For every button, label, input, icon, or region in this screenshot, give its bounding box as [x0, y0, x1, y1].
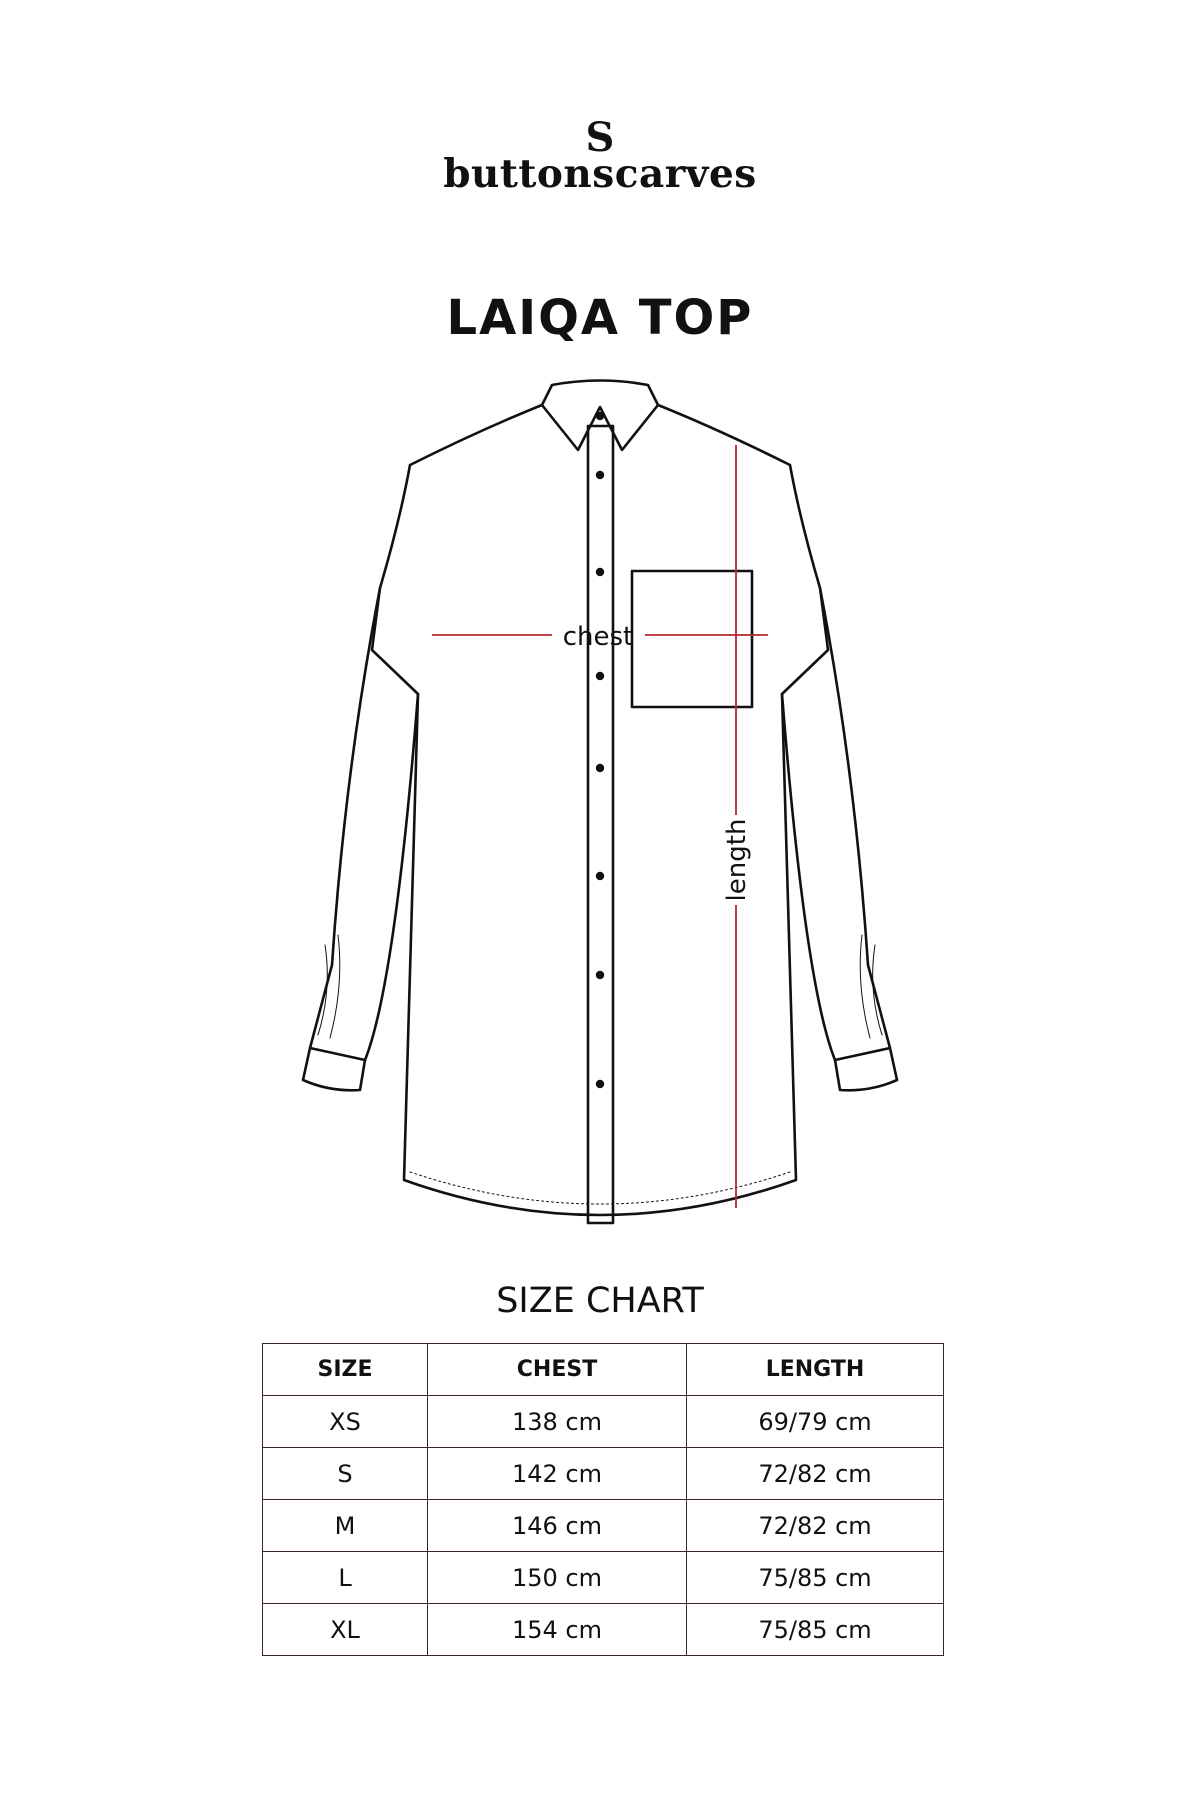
- length-label: length: [722, 818, 752, 902]
- chest-cell: 150 cm: [428, 1552, 687, 1604]
- right-sleeve-outline: [782, 588, 890, 1060]
- chest-measurement: [432, 622, 768, 652]
- length-cell: 72/82 cm: [687, 1448, 944, 1500]
- button-dot: [596, 568, 604, 576]
- size-cell: L: [263, 1552, 428, 1604]
- button-placket: [588, 426, 613, 1223]
- brand-mark: S: [585, 114, 615, 161]
- shirt-buttons: [596, 412, 604, 1088]
- table-row: [263, 1604, 944, 1656]
- size-chart-heading: SIZE CHART: [496, 1281, 704, 1321]
- header-chest: CHEST: [428, 1344, 687, 1396]
- length-cell: 75/85 cm: [687, 1552, 944, 1604]
- button-dot: [596, 471, 604, 479]
- chest-cell: 138 cm: [428, 1396, 687, 1448]
- table-row: [263, 1500, 944, 1552]
- table-header-row: [263, 1344, 944, 1396]
- length-cell: 72/82 cm: [687, 1500, 944, 1552]
- chest-cell: 154 cm: [428, 1604, 687, 1656]
- button-dot: [596, 971, 604, 979]
- table-row: [263, 1396, 944, 1448]
- button-dot: [596, 872, 604, 880]
- shirt-body-outline: [372, 405, 828, 1215]
- button-dot: [596, 1080, 604, 1088]
- button-dot: [596, 764, 604, 772]
- chest-cell: 142 cm: [428, 1448, 687, 1500]
- left-sleeve-outline: [310, 588, 418, 1060]
- button-dot: [596, 412, 604, 420]
- chest-label: chest: [562, 622, 634, 652]
- header-size: SIZE: [263, 1344, 428, 1396]
- size-chart-table: [262, 1343, 944, 1656]
- product-title: LAIQA TOP: [446, 290, 754, 346]
- brand-name: buttonscarves: [443, 151, 757, 197]
- table-row: [263, 1448, 944, 1500]
- chest-cell: 146 cm: [428, 1500, 687, 1552]
- header-length: LENGTH: [687, 1344, 944, 1396]
- length-measurement: [722, 445, 752, 1208]
- button-dot: [596, 672, 604, 680]
- length-cell: 75/85 cm: [687, 1604, 944, 1656]
- length-cell: 69/79 cm: [687, 1396, 944, 1448]
- size-cell: XL: [263, 1604, 428, 1656]
- size-cell: S: [263, 1448, 428, 1500]
- size-cell: XS: [263, 1396, 428, 1448]
- chest-pocket: [632, 571, 752, 707]
- size-cell: M: [263, 1500, 428, 1552]
- table-row: [263, 1552, 944, 1604]
